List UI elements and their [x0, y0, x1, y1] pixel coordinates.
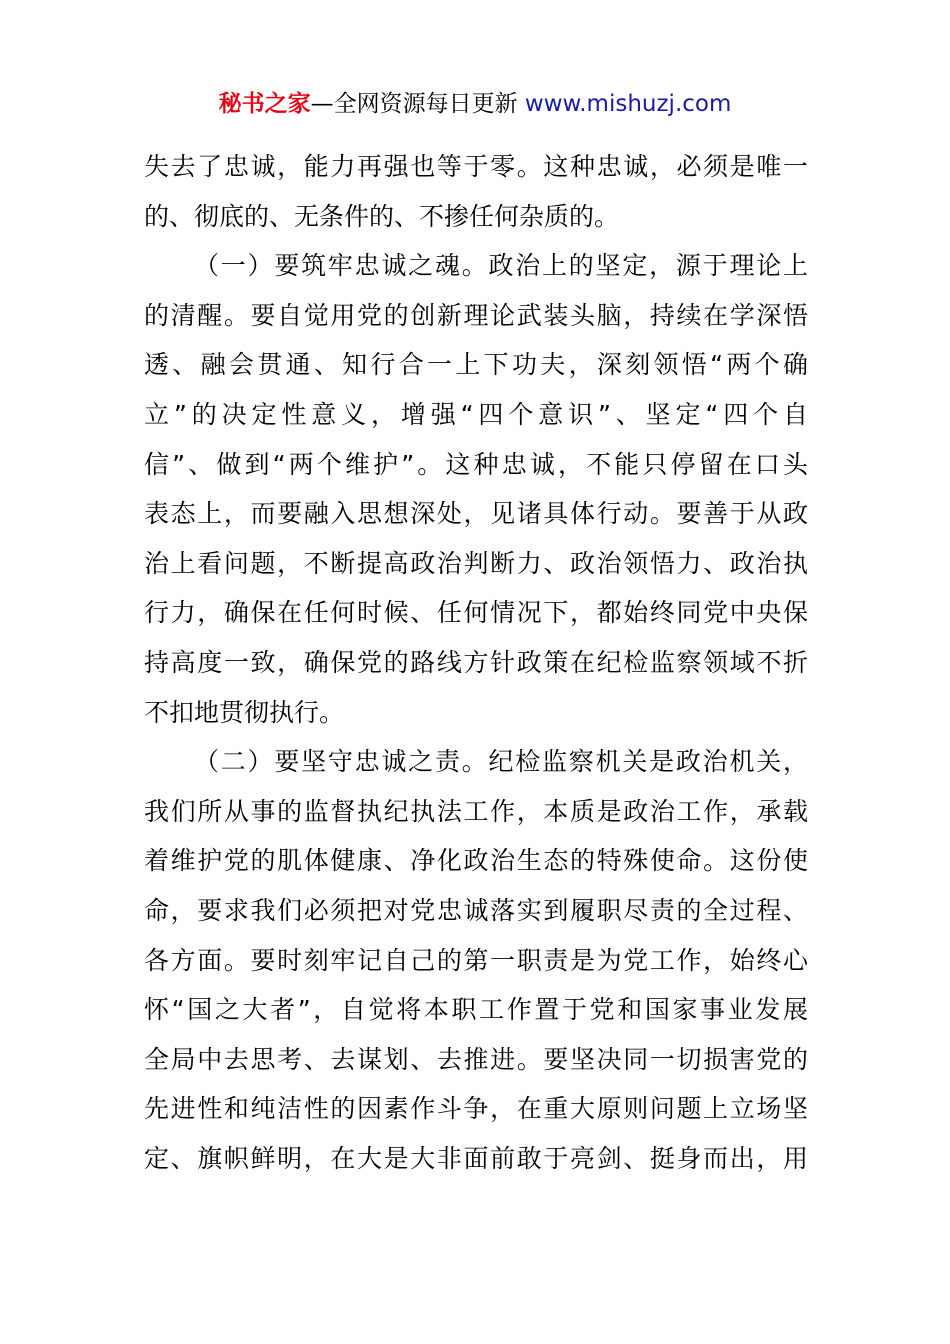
text-line: 失去了忠诚，能力再强也等于零。这种忠诚，必须是唯一 — [144, 152, 808, 181]
text-line: 先进性和纯洁性的因素作斗争，在重大原则问题上立场坚 — [144, 1094, 808, 1124]
text-line: 行力，确保在任何时候、任何情况下，都始终同党中央保 — [144, 598, 808, 628]
site-brand: 秘书之家 — [218, 91, 311, 117]
text-line: 全局中去思考、去谋划、去推进。要坚决同一切损害党的 — [144, 1044, 808, 1074]
text-line: 不扣地贯彻执行。 — [144, 697, 345, 727]
text-line: 的清醒。要自觉用党的创新理论武装头脑，持续在学深悟 — [144, 300, 808, 330]
text-line: 立”的决定性意义，增强“四个意识”、坚定“四个自 — [144, 399, 808, 429]
text-line: 治上看问题，不断提高政治判断力、政治领悟力、政治执 — [144, 548, 808, 578]
document-body — [144, 142, 808, 1183]
text-line: 各方面。要时刻牢记自己的第一职责是为党工作，始终心 — [144, 945, 808, 975]
text-line: 信”、做到“两个维护”。这种忠诚，不能只停留在口头 — [144, 449, 808, 479]
site-url-link[interactable]: www.mishuzj.com — [524, 91, 732, 117]
text-line: 透、融会贯通、知行合一上下功夫，深刻领悟“两个确 — [144, 350, 808, 380]
text-line: 着维护党的肌体健康、净化政治生态的特殊使命。这份使 — [144, 846, 808, 876]
text-line: 定、旗帜鲜明，在大是大非面前敢于亮剑、挺身而出，用 — [144, 1143, 808, 1173]
text-line: 怀“国之大者”，自觉将本职工作置于党和国家事业发展 — [144, 995, 808, 1025]
text-line: 持高度一致，确保党的路线方针政策在纪检监察领域不折 — [144, 647, 808, 677]
section-heading-line: （一）要筑牢忠诚之魂。政治上的坚定，源于理论上 — [194, 251, 808, 281]
site-tagline: —全网资源每日更新 — [310, 91, 518, 117]
text-line: 的、彻底的、无条件的、不掺任何杂质的。 — [144, 201, 620, 231]
text-line: 表态上，而要融入思想深处，见诸具体行动。要善于从政 — [144, 499, 808, 529]
site-header — [0, 86, 950, 122]
text-line: 命，要求我们必须把对党忠诚落实到履职尽责的全过程、 — [144, 895, 808, 925]
text-line: 我们所从事的监督执纪执法工作，本质是政治工作，承载 — [144, 796, 808, 826]
section-heading-line: （二）要坚守忠诚之责。纪检监察机关是政治机关， — [194, 747, 808, 777]
